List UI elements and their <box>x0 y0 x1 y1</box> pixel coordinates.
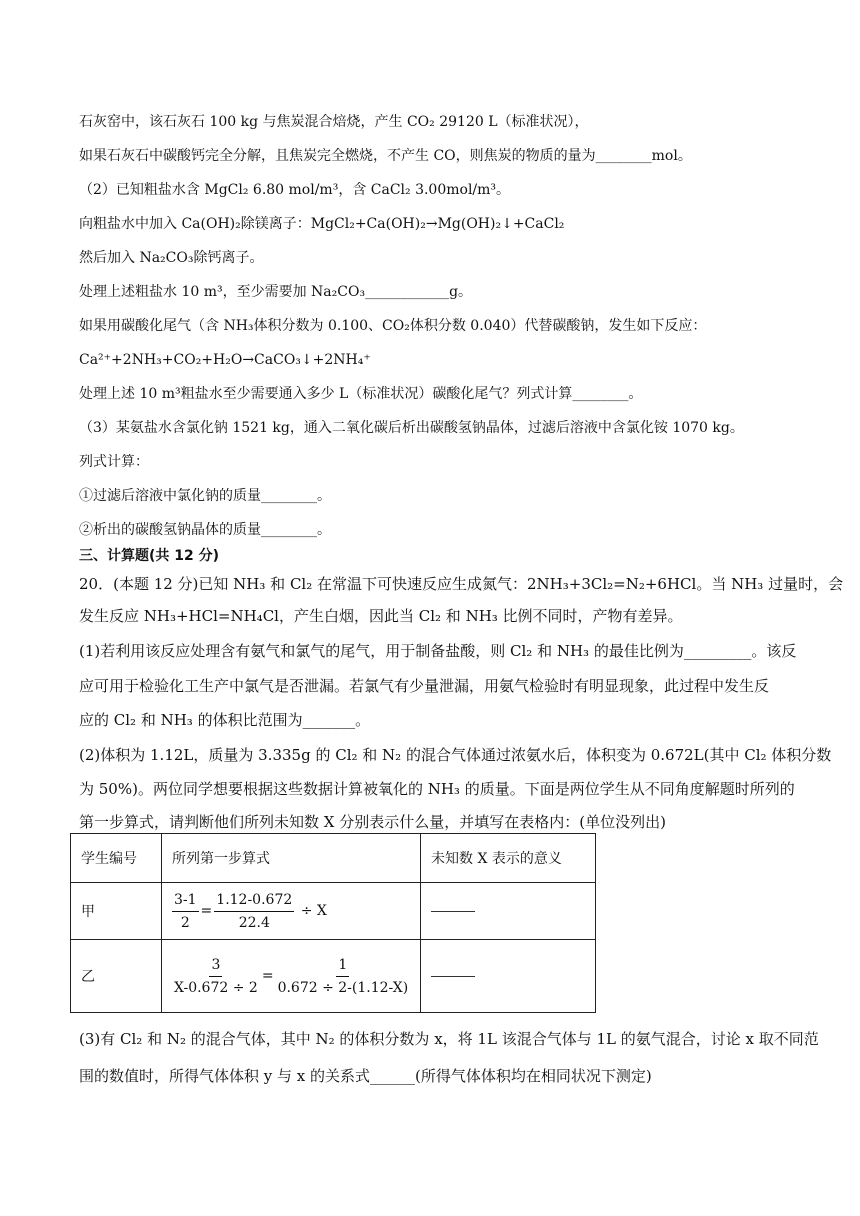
question-line: (3)有 Cl₂ 和 N₂ 的混合气体，其中 N₂ 的体积分数为 x，将 1L 该混合气体与 1L 的氨气混合，讨论 x 取不同范 <box>79 1030 819 1048</box>
answer-table <box>70 833 596 1013</box>
question-line: 应的 Cl₂ 和 NH₃ 的体积比范围为_______。 <box>79 711 371 729</box>
text-line: Ca²⁺+2NH₃+CO₂+H₂O→CaCO₃↓+2NH₄⁺ <box>79 352 371 368</box>
table-row <box>71 940 596 1013</box>
text-line: 石灰窑中，该石灰石 100 kg 与焦炭混合焙烧，产生 CO₂ 29120 L（标准状况）， <box>79 114 589 130</box>
fraction <box>172 956 260 997</box>
student-cell: 甲 <box>71 883 162 940</box>
fraction <box>172 891 199 932</box>
answer-cell[interactable] <box>421 883 596 940</box>
numerator: 3 <box>209 956 222 977</box>
denominator: X-0.672 ÷ 2 <box>174 979 258 996</box>
table-row <box>71 883 596 940</box>
student-cell: 乙 <box>71 940 162 1013</box>
equals-sign: = <box>261 968 274 984</box>
formula-tail: ÷ X <box>300 903 327 919</box>
answer-blank <box>431 975 475 977</box>
text-line: （2）已知粗盐水含 MgCl₂ 6.80 mol/m³，含 CaCl₂ 3.00mol/m³。 <box>79 182 511 198</box>
denominator: 2 <box>180 914 190 931</box>
fraction <box>214 891 294 932</box>
header-cell: 学生编号 <box>71 834 162 883</box>
denominator: 22.4 <box>238 914 270 931</box>
question-line: 第一步算式，请判断他们所列未知数 X 分别表示什么量，并填写在表格内：(单位没列出) <box>79 813 666 831</box>
question-line: 围的数值时，所得气体体积 y 与 x 的关系式______(所得气体体积均在相同状况下测定) <box>79 1067 652 1085</box>
question-line: 发生反应 NH₃+HCl=NH₄Cl，产生白烟，因此当 Cl₂ 和 NH₃ 比例不同时，产物有差异。 <box>79 607 683 625</box>
text-line: （3）某氨盐水含氯化钠 1521 kg，通入二氧化碳后析出碳酸氢钠晶体，过滤后溶液中含氯化铵 1070 kg。 <box>79 420 744 436</box>
answer-blank <box>431 910 475 912</box>
table-header-row <box>71 834 596 883</box>
formula-cell <box>162 883 421 940</box>
text-line: 处理上述粗盐水 10 m³，至少需要加 Na₂CO₃____________g。 <box>79 284 473 300</box>
text-line: ②析出的碳酸氢钠晶体的质量________。 <box>79 522 331 538</box>
answer-cell[interactable] <box>421 940 596 1013</box>
numerator: 1 <box>336 956 349 977</box>
question-line: (1)若利用该反应处理含有氨气和氯气的尾气，用于制备盐酸，则 Cl₂ 和 NH₃ 的最佳比例为_________。该反 <box>79 642 797 660</box>
header-cell: 所列第一步算式 <box>162 834 421 883</box>
question-line: 20．(本题 12 分)已知 NH₃ 和 Cl₂ 在常温下可快速反应生成氮气：2NH₃+3Cl₂=N₂+6HCl。当 NH₃ 过量时，会 <box>79 575 844 593</box>
header-cell: 未知数 X 表示的意义 <box>421 834 596 883</box>
section-title: 三、计算题(共 12 分) <box>79 548 220 564</box>
question-line: 为 50%)。两位同学想要根据这些数据计算被氧化的 NH₃ 的质量。下面是两位学生从不同角度解题时所列的 <box>79 780 795 798</box>
text-line: 向粗盐水中加入 Ca(OH)₂除镁离子：MgCl₂+Ca(OH)₂→Mg(OH)₂↓+CaCl₂ <box>79 216 565 232</box>
question-line: (2)体积为 1.12L，质量为 3.335g 的 Cl₂ 和 N₂ 的混合气体通过浓氨水后，体积变为 0.672L(其中 Cl₂ 体积分数 <box>79 746 832 764</box>
text-line: 然后加入 Na₂CO₃除钙离子。 <box>79 250 264 266</box>
text-line: 处理上述 10 m³粗盐水至少需要通入多少 L（标准状况）碳酸化尾气？列式计算________。 <box>79 386 643 402</box>
numerator: 1.12-0.672 <box>214 891 294 912</box>
text-line: 如果用碳酸化尾气（含 NH₃体积分数为 0.100、CO₂体积分数 0.040）代替碳酸钠，发生如下反应： <box>79 318 707 334</box>
formula-cell <box>162 940 421 1013</box>
question-line: 应可用于检验化工生产中氯气是否泄漏。若氯气有少量泄漏，用氨气检验时有明显现象，此过程中发生反 <box>79 677 770 695</box>
numerator: 3-1 <box>172 891 199 912</box>
text-line: ①过滤后溶液中氯化钠的质量________。 <box>79 488 331 504</box>
fraction <box>276 956 411 997</box>
text-line: 如果石灰石中碳酸钙完全分解，且焦炭完全燃烧，不产生 CO，则焦炭的物质的量为________mol。 <box>79 148 692 164</box>
denominator: 0.672 ÷ 2-(1.12-X) <box>277 979 409 996</box>
text-line: 列式计算： <box>79 454 149 470</box>
equals-sign: = <box>200 903 213 919</box>
